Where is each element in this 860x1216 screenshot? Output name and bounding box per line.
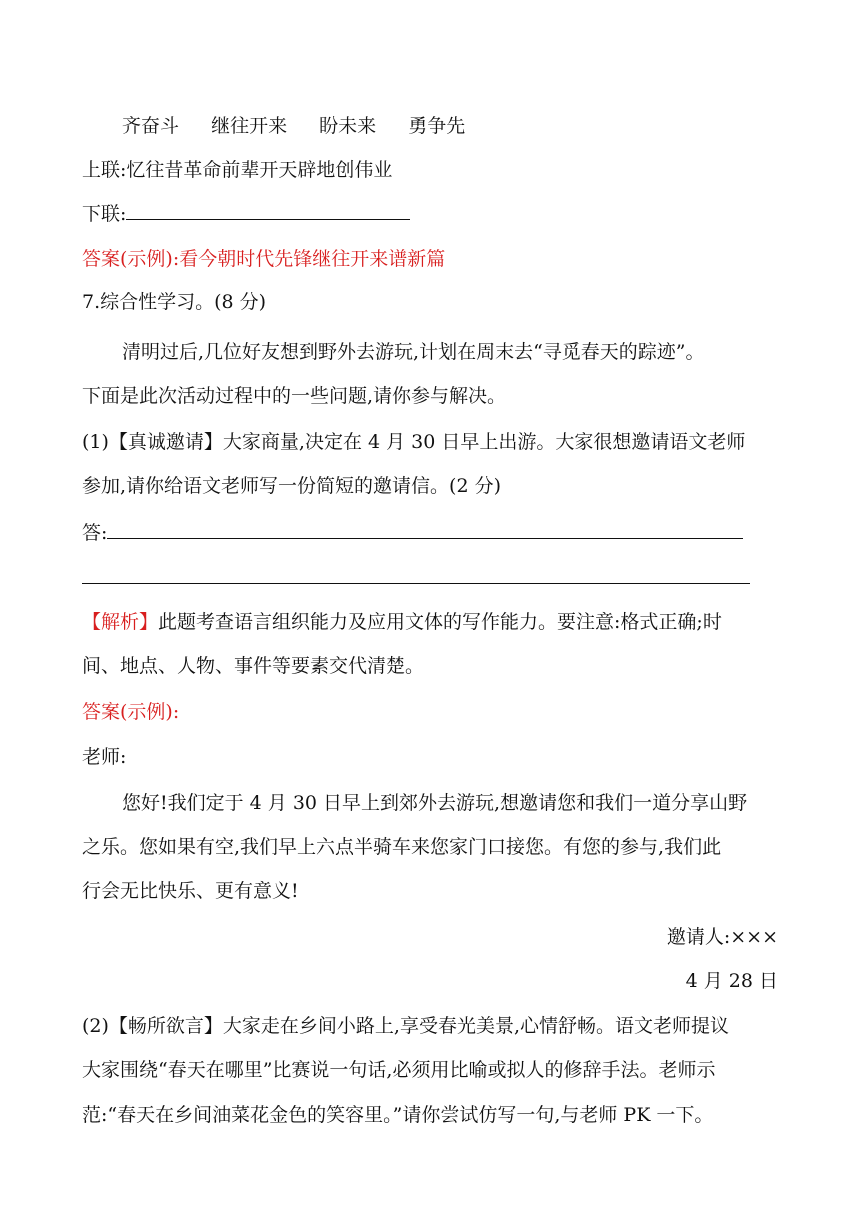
upper-couplet: [82, 158, 392, 182]
question-7-title: 7.综合性学习。(8 分): [82, 291, 267, 313]
letter-body-line-2: 之乐。您如果有空,我们早上六点半骑车来您家门口接您。有您的参与,我们此: [82, 836, 722, 858]
question-7-intro-line-2: 下面是此次活动过程中的一些问题,请你参与解决。: [82, 385, 507, 407]
lower-couplet-label: 下联:: [82, 203, 127, 225]
analysis-text-line-2: 间、地点、人物、事件等要素交代清楚。: [82, 655, 425, 677]
couplet-answer-text: 看今朝时代先锋继往开来谱新篇: [179, 248, 446, 270]
subquestion-1-line-2: 参加,请你给语文老师写一份简短的邀请信。(2 分): [82, 475, 501, 497]
lower-couplet: [82, 201, 410, 226]
question-7-intro-line-1: 清明过后,几位好友想到野外去游玩,计划在周末去“寻觅春天的踪迹”。: [122, 341, 705, 363]
analysis-label: 【解析】: [82, 611, 159, 633]
analysis: [82, 610, 722, 634]
letter-signature: 邀请人:×××: [666, 926, 778, 948]
subquestion-2-line-2: 大家围绕“春天在哪里”比赛说一句话,必须用比喻或拟人的修辞手法。老师示: [82, 1059, 716, 1081]
word-option: 勇争先: [408, 115, 466, 137]
answer-prefix: 答:: [82, 522, 108, 544]
word-option: 盼未来: [319, 115, 377, 137]
couplet-word-options: [122, 114, 465, 138]
subquestion-1-line-1: (1)【真诚邀请】大家商量,决定在 4 月 30 日早上出游。大家很想邀请语文老师: [82, 431, 746, 453]
answer-row-1: [82, 520, 743, 545]
letter-body-line-3: 行会无比快乐、更有意义!: [82, 880, 299, 902]
letter-salutation: 老师:: [82, 746, 127, 768]
answer-blank-2[interactable]: [82, 583, 750, 584]
word-option: 齐奋斗: [122, 115, 180, 137]
letter-answer-label: 答案(示例):: [82, 701, 180, 723]
upper-couplet-label: 上联:: [82, 159, 127, 181]
couplet-answer-label: 答案(示例):: [82, 248, 180, 270]
analysis-text-line-1: 此题考查语言组织能力及应用文体的写作能力。要注意:格式正确;时: [158, 611, 722, 633]
subquestion-2-line-3: 范:“春天在乡间油菜花金色的笑容里。”请你尝试仿写一句,与老师 PK 一下。: [82, 1104, 714, 1126]
letter-date: 4 月 28 日: [685, 970, 778, 992]
letter-body-line-1: 您好!我们定于 4 月 30 日早上到郊外去游玩,想邀请您和我们一道分享山野: [122, 792, 748, 814]
answer-blank-1[interactable]: [107, 520, 743, 539]
word-option: 继往开来: [211, 115, 288, 137]
upper-couplet-text: 忆往昔革命前辈开天辟地创伟业: [126, 159, 393, 181]
lower-couplet-answer-blank[interactable]: [126, 201, 410, 220]
subquestion-2-line-1: (2)【畅所欲言】大家走在乡间小路上,享受春光美景,心情舒畅。语文老师提议: [82, 1015, 729, 1037]
couplet-answer: [82, 247, 445, 271]
